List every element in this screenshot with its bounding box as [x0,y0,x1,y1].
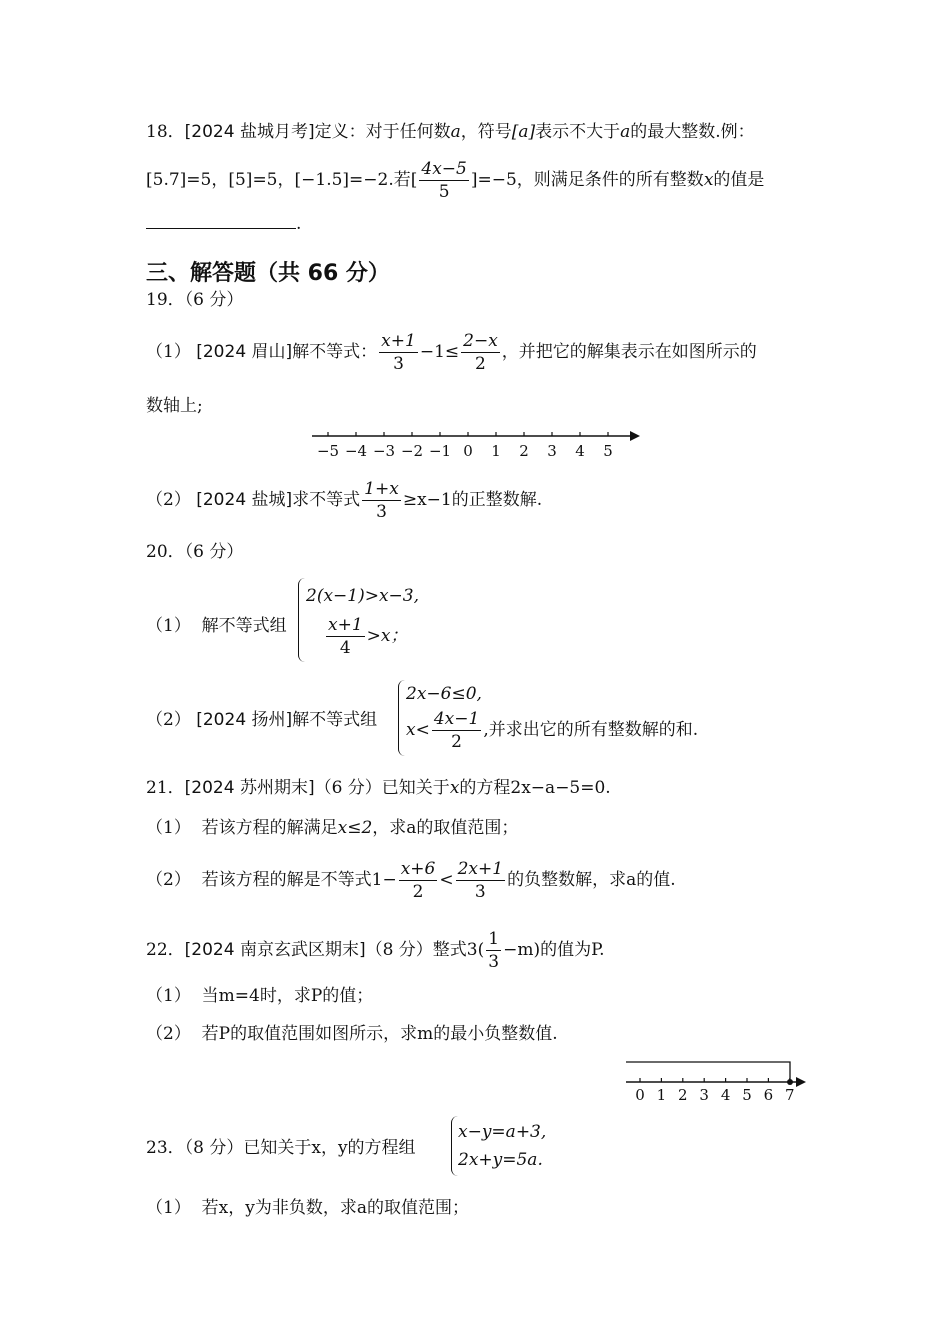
axis-tick-label: 0 [463,442,473,460]
q21-header: 21．[2024 苏州期末]（6 分）已知关于x的方程2x−a−5=0. [146,778,611,798]
q22-source: [2024 南京玄武区期末] [184,940,366,960]
axis-tick-label: −2 [400,442,424,460]
q20-part2-label: （2） [2024 扬州]解不等式组 [146,710,378,730]
q21-p2-frac2: $\frac{2x+1}{3}$ [457,859,504,902]
brace-q20-1 [298,578,305,662]
q20-sys2-frac: $\frac{4x-1}{2}$ [433,709,480,752]
axis-tick-label: 5 [603,442,613,460]
q18-text-c: 表示不大于 [535,122,621,142]
q20-sys2-line2: x< $\frac{4x-1}{2}$ ,并求出它的所有整数解的和. [406,709,699,752]
q19-p2-frac: $\frac{1+x}{3}$ [364,479,399,522]
q18-examples: [5.7]=5，[5]=5，[−1.5]=−2.若 [146,170,411,190]
answer-blank[interactable] [146,212,296,229]
q18-var-a: a [450,122,461,142]
q18-tail: 的值是 [713,170,765,190]
q21-part2: （2） 若该方程的解是不等式1− $\frac{x+6}{2}$ < $\frac{2x+1}{3}$ 的负整数解，求a的值. [146,859,676,902]
q22-frac: $\frac{1}{3}$ [488,929,500,972]
q18-text-a: 定义：对于任何数 [314,122,451,142]
q18-line1 [146,120,755,144]
q20-part1-label: （1） 解不等式组 [146,616,287,636]
q19-part1: （1） [2024 眉山]解不等式： $\frac{x+1}{3}$ −1≤ $\frac{2-x}{2}$ ，并把它的解集表示在如图所示的 [146,331,757,374]
axis-tick-label: 4 [575,442,585,460]
axis-tick-label: 2 [678,1086,688,1104]
q18-text-b: ，符号 [460,122,512,142]
q18-text-d: 的最大整数.例： [630,122,755,142]
brace-q23 [451,1116,458,1176]
axis-tick-label: 1 [491,442,501,460]
axis-tick-label: 6 [763,1086,774,1104]
q20-header: 20．（6 分） [146,542,244,562]
q18-number: 18． [146,122,185,142]
q19-part2: （2） [2024 盐城]求不等式 $\frac{1+x}{3}$ ≥x−1的正整数解. [146,479,543,522]
q20-sys1-line2: $\frac{x+1}{4}$ >x； [328,615,408,658]
axis-tick-label: 3 [699,1086,709,1104]
q19-p2-source: [2024 盐城] [196,490,293,510]
number-line-q19 [300,424,650,464]
q23-sys-line1: x−y=a+3, [458,1122,547,1142]
q18-answer-blank: . [146,212,301,236]
section-title: 三、解答题（共 66 分） [146,261,390,286]
q18-after-frac: ]=−5，则满足条件的所有整数 [470,170,704,190]
q20-sys1-line1: 2(x−1)>x−3, [306,586,420,606]
q18-source: [2024 盐城月考] [184,122,315,142]
q21-p2-frac1: $\frac{x+6}{2}$ [400,859,436,902]
q19-p1-frac2: $\frac{2-x}{2}$ [463,331,498,374]
axis-tick-label: −4 [344,442,368,460]
q22-part2: （2） 若P的取值范围如图所示，求m的最小负整数值. [146,1024,558,1044]
q23-part1: （1） 若x，y为非负数，求a的取值范围； [146,1198,469,1218]
q18-bracket-a: [a] [511,122,536,142]
q19-p1-frac1: $\frac{x+1}{3}$ [381,331,416,374]
axis-tick-label: 4 [720,1086,731,1104]
q19-p1-source: [2024 眉山] [196,342,293,362]
q20-sys1-frac: $\frac{x+1}{4}$ [328,615,363,658]
q22-part1: （1） 当m=4时，求P的值； [146,986,374,1006]
q20-p2-source: [2024 扬州] [196,710,293,730]
q19-header: 19．（6 分） [146,290,244,310]
q21-source: [2024 苏州期末] [184,778,315,798]
q18-var-x: x [703,170,714,190]
axis-tick-label: 1 [656,1086,667,1104]
number-line-q22 [620,1056,810,1104]
q18-var-a2: a [620,122,631,142]
axis-tick-label: −1 [428,442,452,460]
q19-part1-cont: 数轴上; [146,396,203,416]
axis-tick-label: 0 [635,1086,645,1104]
brace-q20-2 [398,680,405,756]
q18-line2: [5.7]=5，[5]=5，[−1.5]=−2.若[ $\frac{4x-5}{5}$ ]=−5，则满足条件的所有整数x的值是 [146,159,765,202]
q18-fraction: $\frac{4x-5}{5}$ [421,159,467,202]
axis-tick-label: 3 [547,442,557,460]
axis-tick-label: 7 [785,1086,795,1104]
axis-tick-label: −3 [372,442,396,460]
q23-header: 23．（8 分）已知关于x，y的方程组 [146,1138,416,1158]
axis-tick-label: −5 [316,442,340,460]
q21-part1: （1） 若该方程的解满足x≤2，求a的取值范围； [146,818,519,838]
q22-header: 22．[2024 南京玄武区期末]（8 分）整式3( $\frac{1}{3}$ −m)的值为P. [146,929,605,972]
q23-sys-line2: 2x+y=5a. [458,1150,543,1170]
axis-tick-label: 5 [742,1086,752,1104]
axis-tick-label: 2 [519,442,529,460]
q20-sys2-line1: 2x−6≤0, [406,684,482,704]
